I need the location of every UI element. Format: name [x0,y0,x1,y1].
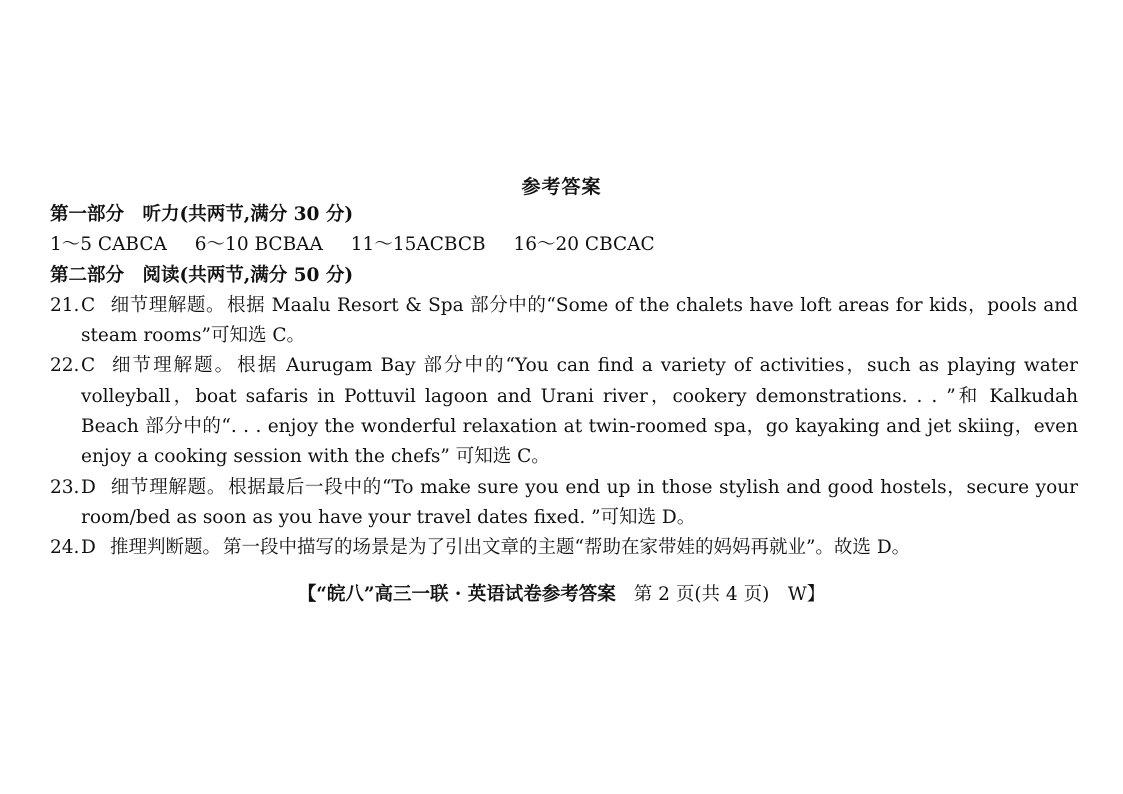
item-explanation: 根据 Aurugam Bay 部分中的“You can find a variety of activities，such as playing water volleyball，boat safaris in Pottuvil lagoon and Urani river，cookery demonstrations. . . ”和 Kalkudah Beach 部分中的“. . . enjoy the wonderful relaxation at twin-roomed spa，go kayaking and jet skiing，even enjoy a cooking session with the chefs” 可知选 C。 [81,355,1078,468]
item-explanation: 第一段中描写的场景是为了引出文章的主题“帮助在家带娃的妈妈再就业”。故选 D。 [223,537,911,559]
listening-answer-group: 6～10 BCBAA [194,234,323,256]
item-question-type: 细节理解题。 [110,476,227,498]
listening-answers [50,230,1078,260]
part2-heading: 第二部分 阅读(共两节,满分 50 分) [50,264,354,286]
item-number: 22. [50,355,80,377]
answer-item-21 [50,291,1078,352]
item-question-type: 细节理解题。 [110,355,236,377]
page-title: 参考答案 [521,176,602,198]
listening-answer-group: 16～20 CBCAC [513,234,655,256]
item-answer: D [81,476,96,498]
answer-item-23 [50,473,1078,534]
answer-item-22 [50,351,1078,472]
answer-content [50,200,1078,564]
footer-exam-name: 【“皖八”高三一联 · 英语试卷参考答案 [297,584,616,605]
listening-answer-group: 11～15ACBCB [350,234,486,256]
part1-heading: 第一部分 听力(共两节,满分 30 分) [50,204,354,225]
footer-page-number: 第 2 页(共 4 页) W】 [633,584,826,605]
item-number: 23. [50,476,80,498]
item-explanation: 根据最后一段中的“To make sure you end up in those stylish and good hostels，secure your room/bed as soon as you have your travel dates fixed. ”可知选 D。 [81,476,1078,528]
item-question-type: 细节理解题。 [110,294,226,316]
item-number: 21. [50,294,80,316]
listening-answer-group: 1～5 CABCA [50,234,167,256]
item-answer: D [81,537,96,559]
item-answer: C [81,294,96,316]
item-question-type: 推理判断题。 [110,537,222,559]
answer-item-24 [50,533,1078,563]
item-number: 24. [50,537,80,559]
item-explanation: 根据 Maalu Resort & Spa 部分中的“Some of the chalets have loft areas for kids，pools and steam rooms”可知选 C。 [81,294,1078,347]
page-footer [0,580,1123,606]
item-answer: C [81,355,96,377]
